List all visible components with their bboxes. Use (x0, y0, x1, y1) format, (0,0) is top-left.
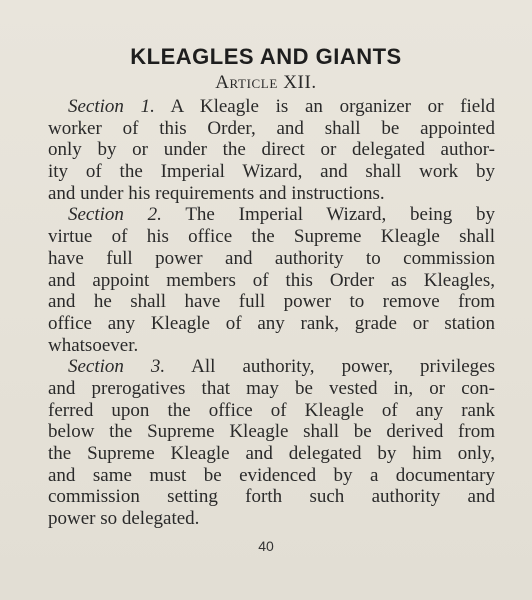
section-1-first-line (48, 96, 495, 118)
section-2-first-line (48, 204, 495, 226)
section-1-line: only by or under the direct or delegated author- (48, 139, 495, 161)
section-2-line: and appoint members of this Order as Kleagles, (48, 269, 495, 291)
section-1-first-line-text: A Kleagle is an organizer or field (170, 96, 495, 117)
section-3-line: power so delegated. (48, 508, 200, 530)
section-2-line: and he shall have full power to remove from (48, 291, 495, 313)
section-2-line: have full power and authority to commission (48, 247, 495, 269)
section-3-line: ferred upon the office of Kleagle of any rank (48, 399, 495, 421)
section-2-line: office any Kleagle of any rank, grade or station (48, 312, 495, 334)
section-3-line: the Supreme Kleagle and delegated by him only, (48, 443, 495, 464)
section-3-first-line-text: All authority, power, privileges (191, 356, 495, 378)
page-number: 40 (258, 538, 274, 554)
section-2-first-line-text: The Imperial Wizard, being by (185, 204, 495, 226)
article-body (48, 96, 495, 530)
section-3-line: below the Supreme Kleagle shall be derived from (48, 421, 495, 443)
section-3-line: and prerogatives that may be vested in, or con- (48, 377, 495, 399)
section-1-line: and under his requirements and instructions. (48, 182, 385, 204)
article-heading: Article XII. (215, 72, 317, 93)
chapter-title: KLEAGLES AND GIANTS (130, 44, 402, 69)
section-3-line: commission setting forth such authority and (48, 486, 495, 508)
section-3-first-line (48, 356, 495, 378)
section-1-label: Section 1. (68, 96, 155, 117)
section-3-line: and same must be evidenced by a documentary (48, 464, 495, 486)
section-2-line: virtue of his office the Supreme Kleagle shall (48, 226, 495, 248)
section-1-line: worker of this Order, and shall be appointed (48, 117, 495, 139)
section-3-label: Section 3. (68, 356, 166, 378)
section-2-label: Section 2. (68, 204, 162, 226)
section-1-line: ity of the Imperial Wizard, and shall work by (48, 161, 495, 183)
section-2-line: whatsoever. (48, 334, 139, 356)
